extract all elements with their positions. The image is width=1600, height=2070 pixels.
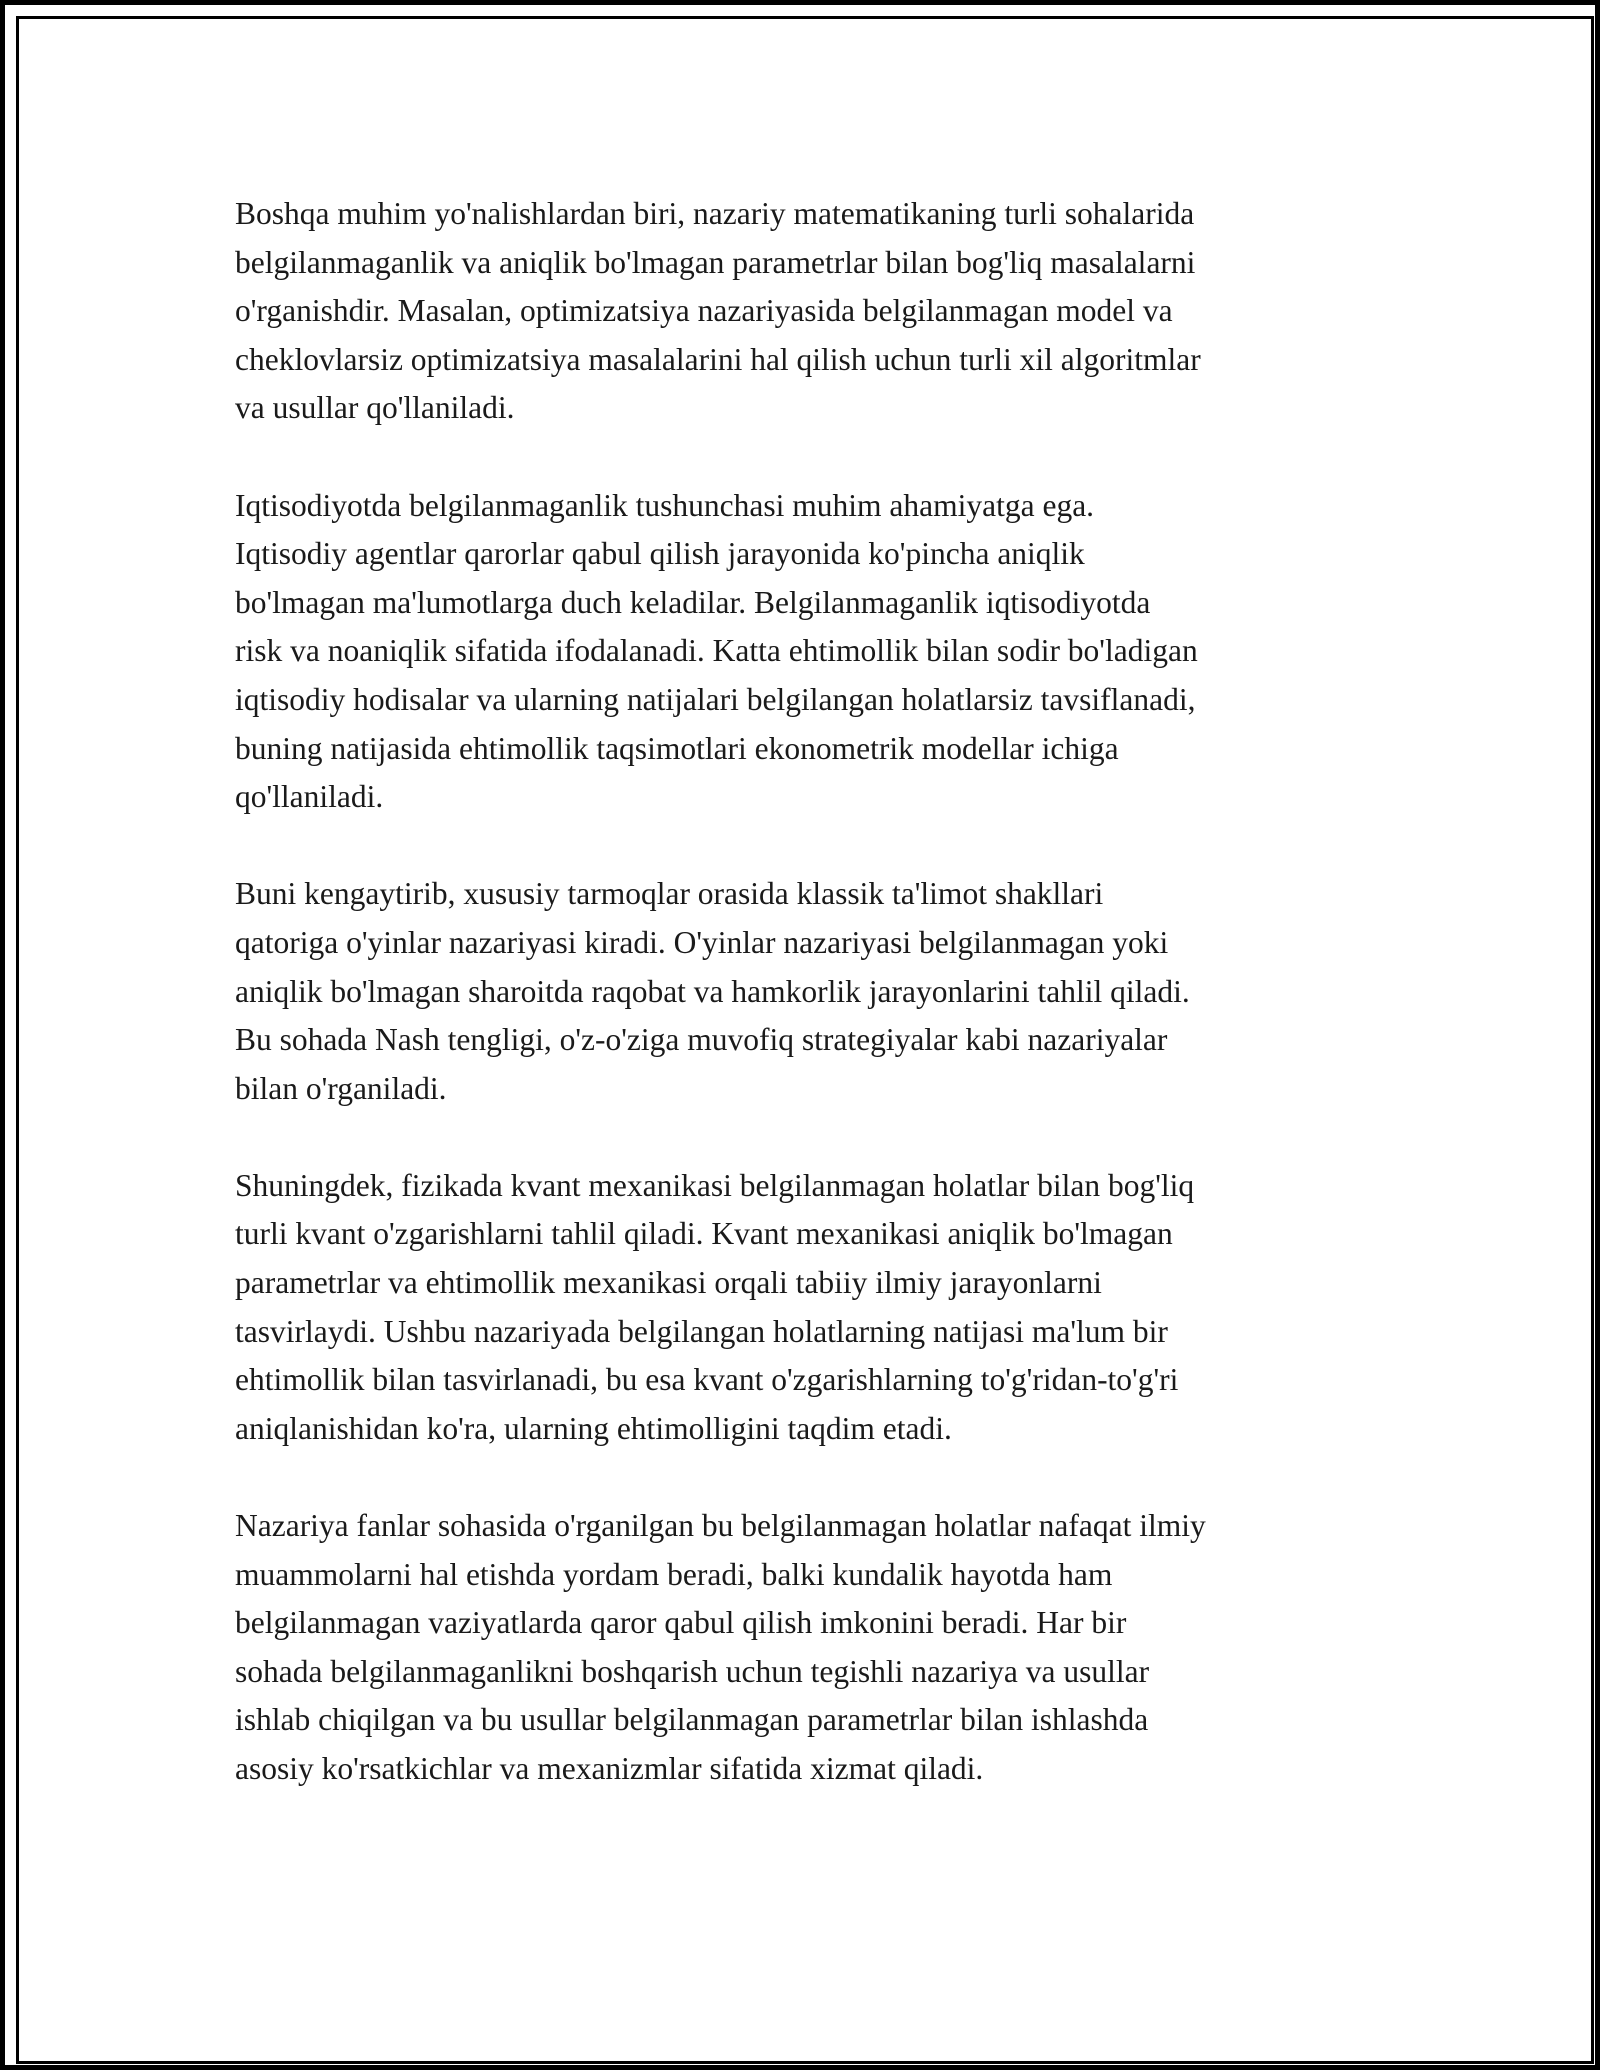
document-body — [235, 190, 1375, 1842]
text-line: Iqtisodiyotda belgilanmaganlik tushunchasi muhim ahamiyatga ega. — [235, 487, 1095, 523]
text-line: belgilanmaganlik va aniqlik bo'lmagan parametrlar bilan bog'liq masalalarni — [235, 244, 1196, 280]
paragraph-1 — [235, 190, 1375, 433]
text-line: aniqlanishidan ko'ra, ularning ehtimolligini taqdim etadi. — [235, 1410, 952, 1446]
text-line: Buni kengaytirib, xususiy tarmoqlar orasida klassik ta'limot shakllari — [235, 876, 1104, 912]
text-line: ehtimollik bilan tasvirlanadi, bu esa kvant o'zgarishlarning to'g'ridan-to'g'ri — [235, 1362, 1179, 1398]
text-line: Iqtisodiy agentlar qarorlar qabul qilish jarayonida ko'pincha aniqlik — [235, 536, 1085, 572]
text-line: buning natijasida ehtimollik taqsimotlari ekonometrik modellar ichiga — [235, 730, 1119, 766]
text-line: iqtisodiy hodisalar va ularning natijalari belgilangan holatlarsiz tavsiflanadi, — [235, 681, 1196, 717]
text-line: qo'llaniladi. — [235, 779, 384, 815]
text-line: bilan o'rganiladi. — [235, 1070, 447, 1106]
paragraph-2 — [235, 482, 1375, 822]
text-line: va usullar qo'llaniladi. — [235, 390, 515, 426]
text-line: aniqlik bo'lmagan sharoitda raqobat va hamkorlik jarayonlarini tahlil qiladi. — [235, 973, 1190, 1009]
text-line: bo'lmagan ma'lumotlarga duch keladilar. Belgilanmaganlik iqtisodiyotda — [235, 584, 1151, 620]
text-line: Boshqa muhim yo'nalishlardan biri, nazariy matematikaning turli sohalarida — [235, 196, 1195, 231]
paragraph-5 — [235, 1502, 1375, 1794]
text-line: tasvirlaydi. Ushbu nazariyada belgilangan holatlarning natijasi ma'lum bir — [235, 1313, 1168, 1349]
text-line: qatoriga o'yinlar nazariyasi kiradi. O'yinlar nazariyasi belgilanmagan yoki — [235, 924, 1169, 960]
text-line: muammolarni hal etishda yordam beradi, balki kundalik hayotda ham — [235, 1556, 1113, 1592]
text-line: Bu sohada Nash tengligi, o'z-o'ziga muvofiq strategiyalar kabi nazariyalar — [235, 1022, 1168, 1058]
text-line: asosiy ko'rsatkichlar va mexanizmlar sifatida xizmat qiladi. — [235, 1751, 984, 1786]
text-line: o'rganishdir. Masalan, optimizatsiya nazariyasida belgilanmagan model va — [235, 293, 1173, 329]
text-line: belgilanmagan vaziyatlarda qaror qabul qilish imkonini beradi. Har bir — [235, 1605, 1127, 1641]
text-line: Nazariya fanlar sohasida o'rganilgan bu belgilanmagan holatlar nafaqat ilmiy — [235, 1508, 1206, 1544]
paragraph-3 — [235, 870, 1375, 1113]
text-line: risk va noaniqlik sifatida ifodalanadi. Katta ehtimollik bilan sodir bo'ladigan — [235, 633, 1198, 669]
text-line: turli kvant o'zgarishlarni tahlil qiladi. Kvant mexanikasi aniqlik bo'lmagan — [235, 1216, 1173, 1252]
text-line: ishlab chiqilgan va bu usullar belgilanmagan parametrlar bilan ishlashda — [235, 1702, 1149, 1738]
paragraph-4 — [235, 1162, 1375, 1454]
text-line: cheklovlarsiz optimizatsiya masalalarini hal qilish uchun turli xil algoritmlar — [235, 341, 1201, 377]
text-line: parametrlar va ehtimollik mexanikasi orqali tabiiy ilmiy jarayonlarni — [235, 1265, 1102, 1301]
text-line: Shuningdek, fizikada kvant mexanikasi belgilanmagan holatlar bilan bog'liq — [235, 1167, 1195, 1203]
text-line: sohada belgilanmaganlikni boshqarish uchun tegishli nazariya va usullar — [235, 1653, 1150, 1689]
